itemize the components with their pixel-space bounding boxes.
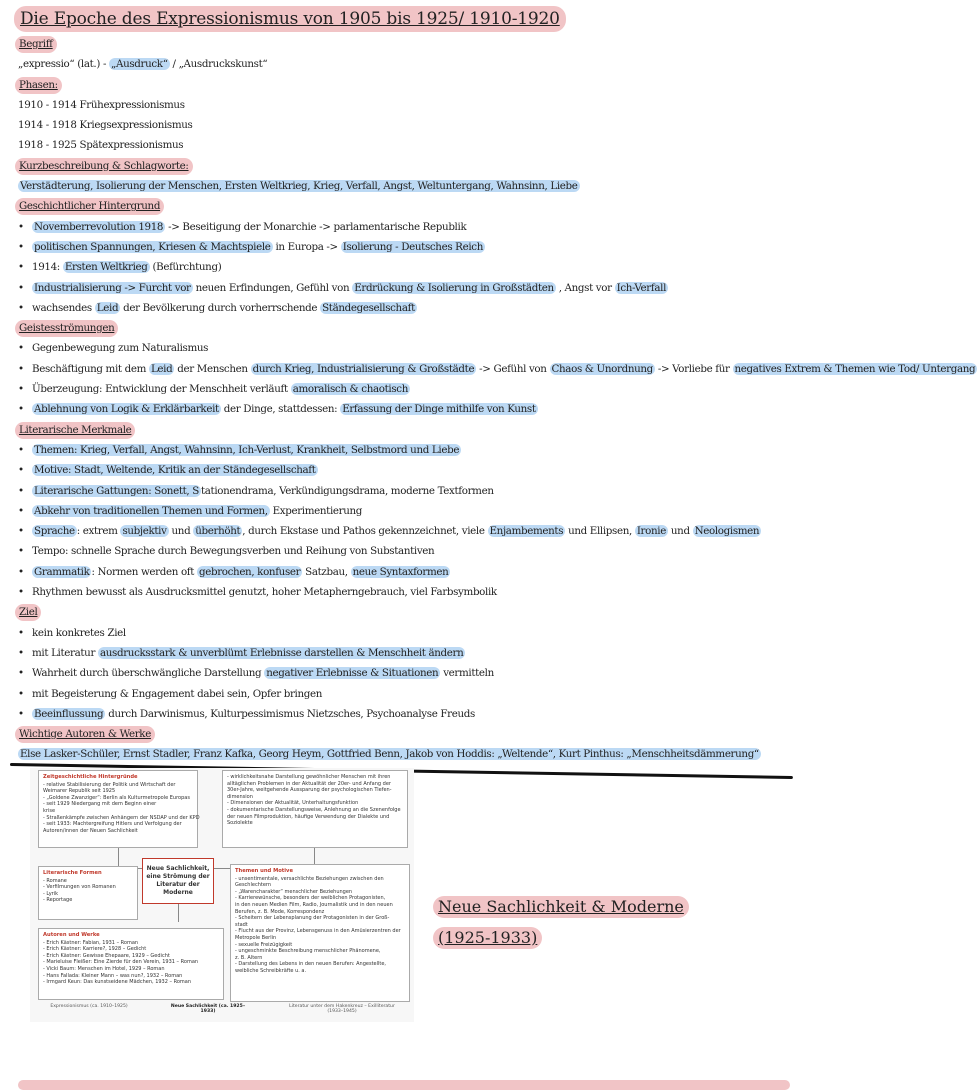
scan-list-item: Berufen, z. B. Mode, Korrespondenz <box>235 909 405 916</box>
scan-list-item: - Erich Kästner: Karriere?, 1928 – Gedicht <box>43 946 219 953</box>
bullet-item <box>18 501 818 521</box>
scan-box-title: Literarische Formen <box>43 870 133 877</box>
scan-center-label: Neue Sachlichkeit, eine Strömung der Literatur der Moderne <box>145 865 211 897</box>
bullet-item <box>18 359 818 379</box>
section-header-label: Phasen: <box>15 77 62 94</box>
section-header <box>18 75 818 95</box>
scan-list-item: - Erich Kästner: Fabian, 1931 – Roman <box>43 940 219 947</box>
bullet-item <box>18 460 818 480</box>
text-segment: (Befürchtung) <box>150 261 222 273</box>
highlighted-text: Ersten Weltkrieg <box>63 261 150 273</box>
text-segment: Überzeugung: Entwicklung der Menschheit verläuft <box>32 383 291 395</box>
bullet-item <box>18 379 818 399</box>
bullet-item <box>18 643 818 663</box>
text-segment: , durch Ekstase und Pathos gekennzeichnet, viele <box>242 525 487 537</box>
bullet-item <box>18 663 818 683</box>
highlighted-text: Leid <box>95 302 120 314</box>
scan-timeline-item: Neue Sachlichkeit (ca. 1925–1933) <box>168 1004 248 1016</box>
text-segment: kein konkretes Ziel <box>32 627 126 639</box>
highlighted-text: neue Syntaxformen <box>351 566 451 578</box>
scan-list-item: stadt <box>235 922 405 929</box>
scan-list-item: - Verfilmungen von Romanen <box>43 884 133 891</box>
bullet-item <box>18 399 818 419</box>
scan-list-item: - seit 1929 Niedergang mit dem Beginn einer <box>43 801 193 808</box>
highlighted-text: negatives Extrem & Themen wie Tod/ Untergang <box>733 363 977 375</box>
highlighted-text: amoralisch & chaotisch <box>291 383 410 395</box>
text-segment: vermitteln <box>440 667 494 679</box>
text-segment: Rhythmen bewusst als Ausdrucksmittel genutzt, hoher Metapherngebrauch, viel Farbsymbolik <box>32 586 497 598</box>
text-segment: und <box>668 525 693 537</box>
highlighted-text: negativer Erlebnisse & Situationen <box>264 667 440 679</box>
text-segment: -> Beseitigung der Monarchie -> parlamentarische Republik <box>165 221 466 233</box>
highlighted-text: überhöht <box>193 525 242 537</box>
side-title: Neue Sachlichkeit & Moderne <box>433 896 689 918</box>
highlighted-text: politischen Spannungen, Kriesen & Machtspiele <box>32 241 273 253</box>
bullet-item <box>18 257 818 277</box>
scan-list-item: - relative Stabilisierung der Politik und Wirtschaft der <box>43 782 193 789</box>
scan-list-item: der neuen Filmproduktion, häufige Verwendung der Dialekte und <box>227 814 403 821</box>
scan-box-zeitgeschichte <box>38 770 198 848</box>
highlighted-text: Chaos & Unordnung <box>550 363 655 375</box>
bullet-item <box>18 684 818 704</box>
page-title <box>18 6 818 34</box>
highlighted-text: „Ausdruck“ <box>109 58 170 70</box>
scan-list-item: - Scheitern der Lebensplanung der Protagonisten in der Groß- <box>235 915 405 922</box>
scan-box-items <box>235 876 405 975</box>
text-segment: 1918 - 1925 Spätexpressionismus <box>18 139 183 151</box>
scan-list-item: alltäglichen Problemen in der Aktualität der 20er- und Anfang der <box>227 781 403 788</box>
highlighted-text: Literarische Gattungen: Sonett, S <box>32 485 201 497</box>
highlighted-text: Beeinflussung <box>32 708 105 720</box>
scan-box-merkmale <box>222 770 408 848</box>
text-segment: , Angst vor <box>556 282 615 294</box>
bullet-item <box>18 541 818 561</box>
scan-list-item: - Erich Kästner: Gewisse Ehepaare, 1929 – Gedicht <box>43 953 219 960</box>
scan-list-item: z. B. Altern <box>235 955 405 962</box>
highlighted-text: Erfassung der Dinge mithilfe von Kunst <box>340 403 537 415</box>
scanned-overview-image <box>30 768 414 1022</box>
scan-list-item: - ungeschminkte Beschreibung menschlicher Phänomene, <box>235 948 405 955</box>
scan-list-item: - wirklichkeitsnahe Darstellung gewöhnlicher Menschen mit ihren <box>227 774 403 781</box>
text-segment: : Normen werden oft <box>91 566 196 578</box>
text-line <box>18 176 818 196</box>
scan-list-item: weibliche Schreibkräfte u. a. <box>235 968 405 975</box>
scan-list-item: Metropole Berlin <box>235 935 405 942</box>
text-segment: Tempo: schnelle Sprache durch Bewegungsverben und Reihung von Substantiven <box>32 545 434 557</box>
bullet-item <box>18 562 818 582</box>
text-segment: 1914: <box>32 261 63 273</box>
highlighted-text: Ablehnung von Logik & Erklärbarkeit <box>32 403 221 415</box>
scan-list-item: - Flucht aus der Provinz, Lebensgenuss in den Amüsierzentren der <box>235 928 405 935</box>
scan-box-autoren <box>38 928 224 1000</box>
scan-list-item: Geschlechtern <box>235 882 405 889</box>
notes-page <box>18 6 818 765</box>
next-section-header-strip <box>18 1080 790 1090</box>
scan-box-formen <box>38 866 138 920</box>
scan-list-item: dimension <box>227 794 403 801</box>
scan-list-item: Weimarer Republik seit 1925 <box>43 788 193 795</box>
text-line <box>18 115 818 135</box>
bullet-item <box>18 217 818 237</box>
text-line <box>18 95 818 115</box>
text-segment: und <box>169 525 194 537</box>
page-title-text: Die Epoche des Expressionismus von 1905 bis 1925/ 1910-1920 <box>14 6 566 32</box>
highlighted-text: gebrochen, konfuser <box>197 566 302 578</box>
section-header <box>18 318 818 338</box>
bullet-item <box>18 521 818 541</box>
text-segment: mit Literatur <box>32 647 98 659</box>
scan-box-title: Zeitgeschichtliche Hintergründe <box>43 774 193 781</box>
text-segment: der Menschen <box>174 363 250 375</box>
section-header-label: Literarische Merkmale <box>15 422 135 439</box>
text-segment: 1914 - 1918 Kriegsexpressionismus <box>18 119 193 131</box>
highlighted-text: Ständegesellschaft <box>320 302 417 314</box>
scan-list-item: - „Goldene Zwanziger“: Berlin als Kulturmetropole Europas <box>43 795 193 802</box>
section-header-label: Wichtige Autoren & Werke <box>15 726 155 743</box>
highlighted-text: Industrialisierung -> Furcht vor <box>32 282 193 294</box>
section-header <box>18 196 818 216</box>
scan-list-item: - Karrierewünsche, besonders der weiblichen Protagonisten, <box>235 895 405 902</box>
section-header <box>18 602 818 622</box>
highlighted-text: Grammatik <box>32 566 91 578</box>
scan-list-item: krise <box>43 808 193 815</box>
highlighted-text: Ironie <box>635 525 668 537</box>
scan-box-title: Autoren und Werke <box>43 932 219 939</box>
bullet-item <box>18 338 818 358</box>
section-header <box>18 724 818 744</box>
side-title-years: (1925-1933) <box>433 927 542 949</box>
text-segment: 1910 - 1914 Frühexpressionismus <box>18 99 185 111</box>
bullet-item <box>18 704 818 724</box>
text-line <box>18 744 818 764</box>
scan-box-items <box>43 878 133 904</box>
section-header-label: Geschichtlicher Hintergrund <box>15 198 164 215</box>
highlighted-text: Ich-Verfall <box>615 282 668 294</box>
highlighted-text: Else Lasker-Schüler, Ernst Stadler, Franz Kafka, Georg Heym, Gottfried Benn, Jakob von Hoddis: „Weltende“, Kurt Pinthus: „Menschheitsdämmerung“ <box>18 748 761 760</box>
bullet-item <box>18 481 818 501</box>
text-segment: Wahrheit durch überschwängliche Darstellung <box>32 667 264 679</box>
text-segment: neuen Erfindungen, Gefühl von <box>193 282 353 294</box>
scan-list-item: - „Warencharakter“ menschlicher Beziehungen <box>235 889 405 896</box>
section-header <box>18 420 818 440</box>
scan-list-item: - unsentimentale, versachlichte Beziehungen zwischen den <box>235 876 405 883</box>
scan-list-item: - dokumentarische Darstellungsweise, Anlehnung an die Szenenfolge <box>227 807 403 814</box>
scan-list-item: - Reportage <box>43 897 133 904</box>
scan-list-item: - Marieluise Fleißer: Eine Zierde für den Verein, 1931 – Roman <box>43 959 219 966</box>
scan-list-item: Soziolekte <box>227 820 403 827</box>
scan-list-item: - Darstellung des Lebens in den neuen Berufen: Angestellte, <box>235 961 405 968</box>
text-segment: / „Ausdruckskunst“ <box>170 58 268 70</box>
scan-box-items <box>227 774 403 827</box>
scan-list-item: Autoren/innen der Neuen Sachlichkeit <box>43 828 193 835</box>
scan-box-items <box>43 940 219 986</box>
section-header-label: Ziel <box>15 604 41 621</box>
text-segment: wachsendes <box>32 302 95 314</box>
highlighted-text: Isolierung - Deutsches Reich <box>341 241 485 253</box>
text-segment: Gegenbewegung zum Naturalismus <box>32 342 208 354</box>
bullet-item <box>18 237 818 257</box>
text-segment: mit Begeisterung & Engagement dabei sein, Opfer bringen <box>32 688 322 700</box>
scan-timeline-item: Expressionismus (ca. 1910–1925) <box>44 1004 134 1016</box>
scan-connector <box>178 904 179 922</box>
scan-list-item: - Irmgard Keun: Das kunstseidene Mädchen, 1932 – Roman <box>43 979 219 986</box>
text-segment: Experimentierung <box>270 505 362 517</box>
scan-timeline-item: Literatur unter dem Hakenkreuz – Exilliteratur (1933–1945) <box>282 1004 402 1016</box>
scan-list-item: - Straßenkämpfe zwischen Anhängern der NSDAP und der KPD <box>43 815 193 822</box>
scan-list-item: in den neuen Medien Film, Radio, Journalistik und in den neuen <box>235 902 405 909</box>
scan-list-item: 30er-Jahre, weitgehende Aussparung der psychologischen Tiefen- <box>227 787 403 794</box>
scan-connector <box>118 848 119 868</box>
highlighted-text: Verstädterung, Isolierung der Menschen, Ersten Weltkrieg, Krieg, Verfall, Angst, Weltuntergang, Wahnsinn, Liebe <box>18 180 580 192</box>
highlighted-text: Themen: Krieg, Verfall, Angst, Wahnsinn, Ich-Verlust, Krankheit, Selbstmord und Liebe <box>32 444 461 456</box>
scan-box-themen <box>230 864 410 1002</box>
highlighted-text: Sprache <box>32 525 77 537</box>
scan-list-item: - Romane <box>43 878 133 885</box>
section-header-label: Kurzbeschreibung & Schlagworte: <box>15 158 193 175</box>
scan-list-item: - Lyrik <box>43 891 133 898</box>
text-segment: Beschäftigung mit dem <box>32 363 149 375</box>
scan-box-items <box>43 782 193 835</box>
text-line <box>18 54 818 74</box>
highlighted-text: Novemberrevolution 1918 <box>32 221 165 233</box>
text-line <box>18 135 818 155</box>
bullet-item <box>18 278 818 298</box>
scan-list-item: - Hans Fallada: Kleiner Mann – was nun?, 1932 – Roman <box>43 973 219 980</box>
scan-list-item: - Vicki Baum: Menschen im Hotel, 1929 – Roman <box>43 966 219 973</box>
highlighted-text: ausdrucksstark & unverblümt Erlebnisse darstellen & Menschheit ändern <box>98 647 465 659</box>
scan-center-box <box>142 858 214 904</box>
bullet-item <box>18 440 818 460</box>
text-segment: -> Gefühl von <box>476 363 549 375</box>
highlighted-text: Motive: Stadt, Weltende, Kritik an der Ständegesellschaft <box>32 464 318 476</box>
section-header-label: Begriff <box>15 36 57 53</box>
text-segment: „expressio“ (lat.) - <box>18 58 109 70</box>
text-segment: in Europa -> <box>273 241 341 253</box>
bullet-item <box>18 582 818 602</box>
text-segment: -> Vorliebe für <box>655 363 733 375</box>
highlighted-text: Neologismen <box>693 525 762 537</box>
bullet-item <box>18 623 818 643</box>
text-segment: durch Darwinismus, Kulturpessimismus Nietzsches, Psychoanalyse Freuds <box>105 708 475 720</box>
text-segment: und Ellipsen, <box>565 525 635 537</box>
bullet-item <box>18 298 818 318</box>
text-segment: der Dinge, stattdessen: <box>221 403 340 415</box>
highlighted-text: durch Krieg, Industrialisierung & Großstädte <box>251 363 477 375</box>
scan-list-item: - sexuelle Freizügigkeit <box>235 942 405 949</box>
highlighted-text: Enjambements <box>488 525 566 537</box>
highlighted-text: Leid <box>149 363 174 375</box>
notes-lines <box>18 34 818 765</box>
scan-box-title: Themen und Motive <box>235 868 405 875</box>
highlighted-text: subjektiv <box>120 525 168 537</box>
scan-list-item: - Dimensionen der Aktualität, Unterhaltungsfunktion <box>227 800 403 807</box>
highlighted-text: Erdrückung & Isolierung in Großstädten <box>352 282 556 294</box>
text-segment: : extrem <box>77 525 121 537</box>
scan-list-item: - seit 1933: Machtergreifung Hitlers und Verfolgung der <box>43 821 193 828</box>
scan-timeline <box>44 1004 402 1016</box>
section-header <box>18 156 818 176</box>
section-header <box>18 34 818 54</box>
text-segment: Satzbau, <box>302 566 350 578</box>
highlighted-text: Abkehr von traditionellen Themen und Formen, <box>32 505 270 517</box>
text-segment: tationendrama, Verkündigungsdrama, moderne Textformen <box>201 485 494 497</box>
text-segment: der Bevölkerung durch vorherrschende <box>120 302 320 314</box>
section-header-label: Geistesströmungen <box>15 320 118 337</box>
